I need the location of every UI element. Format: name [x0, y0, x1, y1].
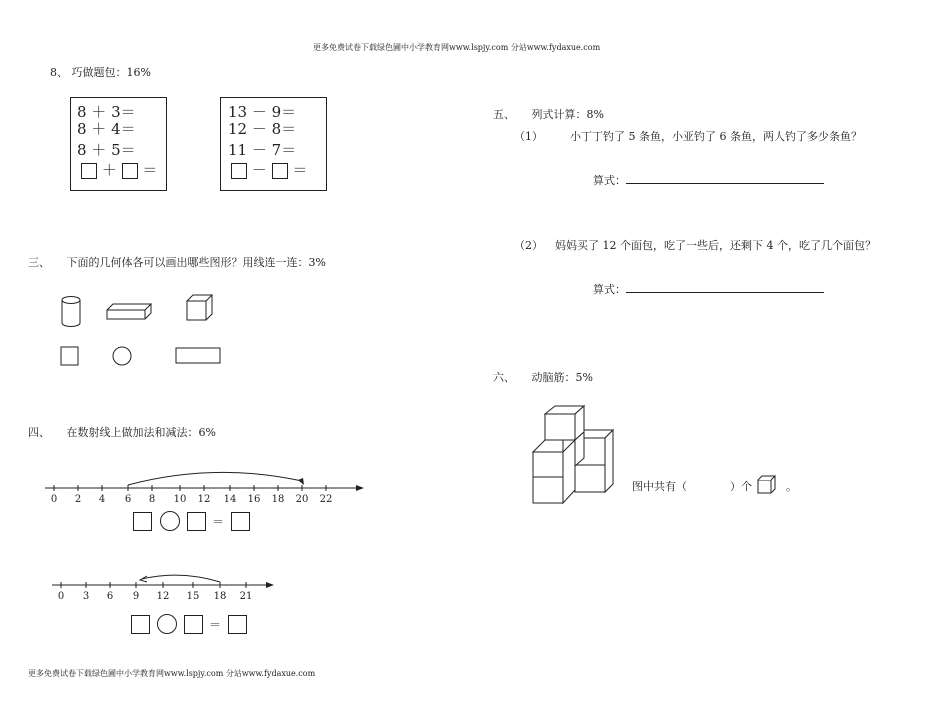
- tick-label: 2: [74, 494, 82, 505]
- tick-label: 0: [50, 494, 58, 505]
- tick-label: 22: [319, 494, 333, 505]
- formula-label: 算式：: [593, 174, 626, 187]
- q3-title: 三、 下面的几何体各可以画出哪些图形？用线连一连：3%: [28, 256, 326, 269]
- q8-box2-line-1: 13 － 9＝: [228, 103, 297, 121]
- tick-label: 16: [247, 494, 261, 505]
- page-footer: 更多免费试卷下载绿色圃中小学教育网www.lspjy.com 分站www.fydaxue.com: [28, 669, 316, 678]
- q6-title: 六、 动脑筋：5%: [493, 371, 593, 384]
- tick-label: 6: [106, 591, 114, 602]
- tick-label: 18: [213, 591, 227, 602]
- q8-box2-line-2: 12 － 8＝: [228, 120, 297, 138]
- tick-label: 4: [98, 494, 106, 505]
- q8-box2-line-3: 11 － 7＝: [228, 141, 297, 159]
- formula-label: 算式：: [593, 283, 626, 296]
- tick-label: 3: [82, 591, 90, 602]
- tick-label: 10: [173, 494, 187, 505]
- q5-p2-text: 妈妈买了 12 个面包，吃了一些后，还剩下 4 个，吃了几个面包？: [555, 239, 876, 252]
- tick-label: 20: [295, 494, 309, 505]
- q8-title: 8、 巧做题包：16%: [50, 66, 151, 79]
- tick-label: 9: [132, 591, 140, 602]
- q4-title: 四、 在数射线上做加法和减法：6%: [28, 426, 216, 439]
- tick-label: 21: [239, 591, 253, 602]
- q5-p1-number: （1）: [514, 130, 543, 143]
- q5-p1-text: 小丁丁钓了 5 条鱼，小亚钓了 6 条鱼，两人钓了多少条鱼？: [570, 130, 862, 143]
- tick-label: 0: [57, 591, 65, 602]
- tick-label: 15: [186, 591, 200, 602]
- caption-part: 图中共有（: [632, 480, 687, 493]
- equals-sign: ＝: [209, 618, 222, 632]
- q8-box1-line-3: 8 ＋ 5＝: [77, 141, 136, 159]
- tick-label: 14: [223, 494, 237, 505]
- page-header: 更多免费试卷下载绿色圃中小学教育网www.lspjy.com 分站www.fydaxue.com: [313, 43, 601, 52]
- tick-label: 18: [271, 494, 285, 505]
- q8-box1-line-2: 8 ＋ 4＝: [77, 120, 136, 138]
- equals-sign: ＝: [212, 515, 225, 529]
- q8-box1-blank-equation: ＋ ＝: [81, 162, 157, 179]
- caption-part: ）个: [730, 480, 752, 493]
- q5-title: 五、 列式计算：8%: [493, 108, 604, 121]
- tick-label: 8: [148, 494, 156, 505]
- q6-period: 。: [786, 480, 797, 493]
- tick-label: 12: [156, 591, 170, 602]
- tick-label: 6: [124, 494, 132, 505]
- q5-p2-number: （2）: [514, 239, 543, 252]
- q8-box2-blank-equation: － ＝: [231, 162, 307, 179]
- q8-box1-line-1: 8 ＋ 3＝: [77, 103, 136, 121]
- tick-label: 12: [197, 494, 211, 505]
